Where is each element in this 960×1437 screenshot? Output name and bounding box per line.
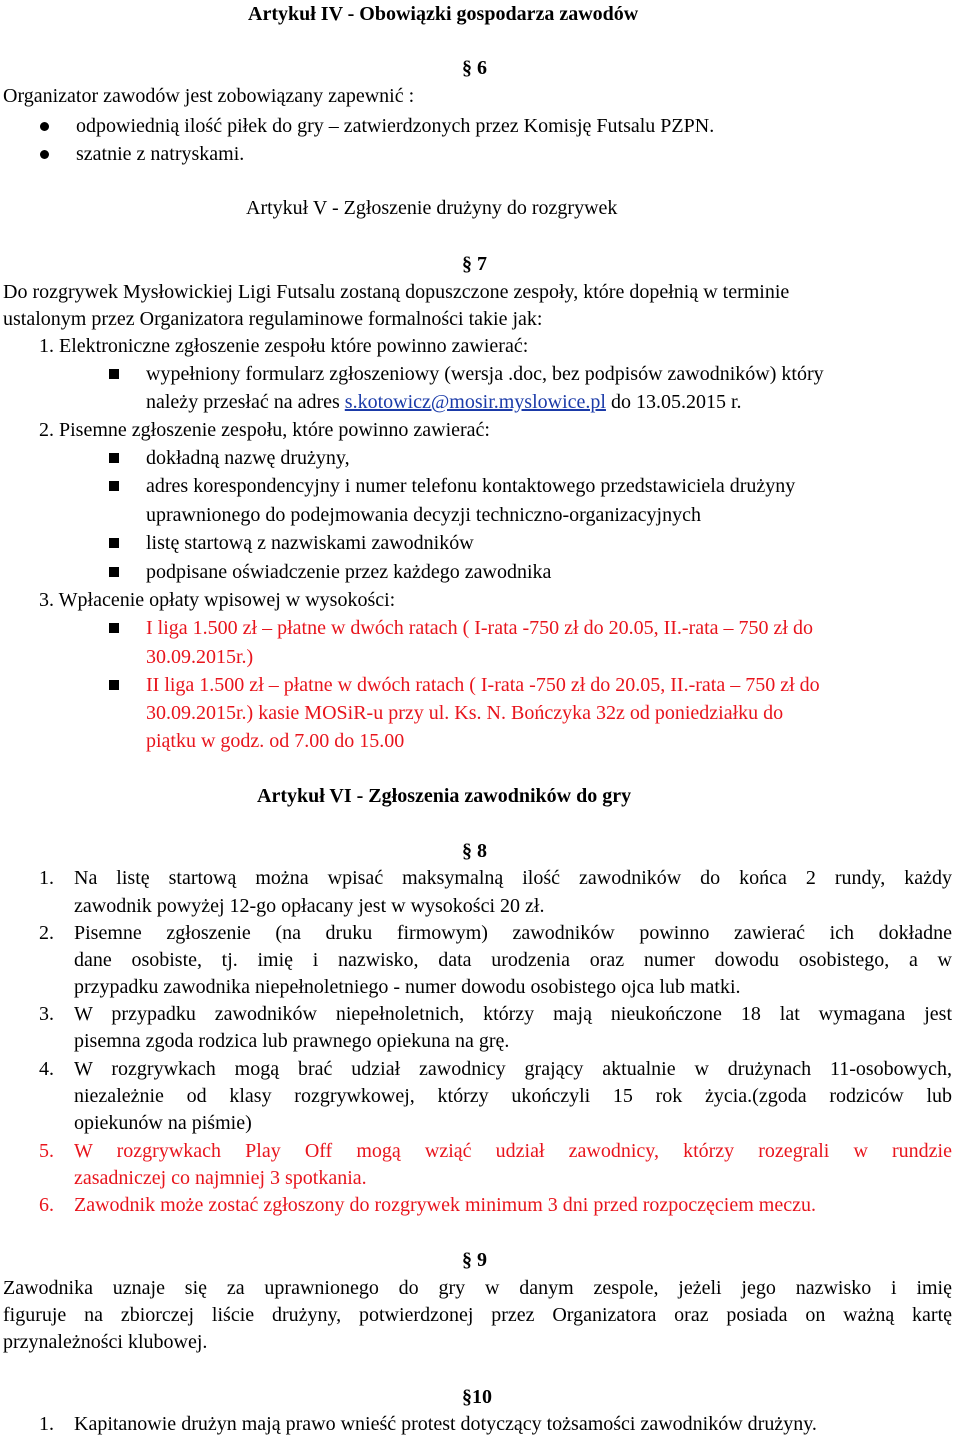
square-bullet-icon: [109, 369, 119, 379]
square-bullet-icon: [109, 623, 119, 633]
paragraph-7-heading: § 7: [462, 253, 487, 275]
rule-8-2-line-2: dane osobiste, tj. imię i nazwisko, data urodzenia oraz numer dowodu osobistego, a w: [74, 949, 952, 971]
item-number: 4.: [39, 1058, 54, 1080]
rule-10-1: Kapitanowie drużyn mają prawo wnieść protest dotyczący tożsamości zawodników drużyny.: [74, 1413, 817, 1435]
email-link[interactable]: s.kotowicz@mosir.myslowice.pl: [344, 391, 606, 413]
rule-8-5-line-1: W rozgrywkach Play Off mogą wziąć udział zawodnicy, którzy rozegrali w rundzie: [74, 1140, 952, 1162]
article-5-intro-line-2: ustalonym przez Organizatora regulaminowe formalności takie jak:: [3, 308, 543, 330]
article-4-bullet-2: szatnie z natryskami.: [76, 143, 245, 165]
paragraph-9-line-1: Zawodnika uznaje się za uprawnionego do gry w danym zespole, jeżeli jego nazwisko i imię: [3, 1277, 952, 1299]
sub-item-form-deadline: do 13.05.2015 r.: [605, 391, 742, 413]
rule-8-2-line-1: Pisemne zgłoszenie (na druku firmowym) zawodników powinno zawierać ich dokładne: [74, 922, 952, 944]
rule-8-4-line-3: opiekunów na piśmie): [74, 1112, 252, 1134]
article-4-intro: Organizator zawodów jest zobowiązany zapewnić :: [3, 85, 415, 107]
sub-item-roster: listę startową z nazwiskami zawodników: [146, 532, 474, 554]
paragraph-6-heading: § 6: [462, 57, 487, 79]
sub-item-address: adres korespondencyjny i numer telefonu kontaktowego przedstawiciela drużyny: [146, 475, 796, 497]
article-5-title: Artykuł V - Zgłoszenie drużyny do rozgrywek: [246, 197, 618, 219]
fee-liga-2-line-2: 30.09.2015r.) kasie MOSiR-u przy ul. Ks. N. Bończyka 32z od poniedziałku do: [146, 702, 784, 724]
paragraph-9-heading: § 9: [462, 1249, 487, 1271]
square-bullet-icon: [109, 538, 119, 548]
fee-liga-2-line-3: piątku w godz. od 7.00 do 15.00: [146, 730, 405, 752]
article-4-bullet-1: odpowiednią ilość piłek do gry – zatwierdzonych przez Komisję Futsalu PZPN.: [76, 115, 715, 137]
article-5-intro-line-1: Do rozgrywek Mysłowickiej Ligi Futsalu zostaną dopuszczone zespoły, które dopełnią w terminie: [3, 281, 790, 303]
sub-item-address-line-2: uprawnionego do podejmowania decyzji techniczno-organizacyjnych: [146, 504, 701, 526]
fee-liga-1-line-2: 30.09.2015r.): [146, 646, 254, 668]
sub-item-declaration: podpisane oświadczenie przez każdego zawodnika: [146, 561, 552, 583]
rule-8-2-line-3: przypadku zawodnika niepełnoletniego - numer dowodu osobistego ojca lub matki.: [74, 976, 741, 998]
rule-8-1-line-2: zawodnik powyżej 12-go opłacany jest w wysokości 20 zł.: [74, 895, 545, 917]
paragraph-10-heading: §10: [462, 1386, 492, 1408]
fee-liga-2: II liga 1.500 zł – płatne w dwóch ratach ( I-rata -750 zł do 20.05, II.-rata – 750 zł do: [146, 674, 820, 696]
list-item-2: 2. Pisemne zgłoszenie zespołu, które powinno zawierać:: [39, 419, 490, 441]
square-bullet-icon: [109, 680, 119, 690]
paragraph-9-line-3: przynależności klubowej.: [3, 1331, 208, 1353]
rule-8-6-line-1: Zawodnik może zostać zgłoszony do rozgrywek minimum 3 dni przed rozpoczęciem meczu.: [74, 1194, 816, 1216]
item-number: 1.: [39, 1413, 54, 1435]
rule-8-4-line-2: niezależnie od klasy rozgrywkowej, którzy ukończyli 15 rok życia.(zgoda rodziców lub: [74, 1085, 952, 1107]
paragraph-8-heading: § 8: [462, 840, 487, 862]
list-item-1: 1. Elektroniczne zgłoszenie zespołu które powinno zawierać:: [39, 335, 529, 357]
article-4-title: Artykuł IV - Obowiązki gospodarza zawodów: [248, 3, 639, 25]
square-bullet-icon: [109, 481, 119, 491]
paragraph-9-line-2: figuruje na zbiorczej liście drużyny, potwierdzonej przez Organizatora oraz posiada on ważną kartę: [3, 1304, 952, 1326]
sub-item-form: wypełniony formularz zgłoszeniowy (wersja .doc, bez podpisów zawodników) który: [146, 363, 824, 385]
article-6-title: Artykuł VI - Zgłoszenia zawodników do gry: [257, 785, 632, 807]
item-number: 5.: [39, 1140, 54, 1162]
rule-8-3-line-2: pisemna zgoda rodzica lub prawnego opiekuna na grę.: [74, 1030, 510, 1052]
rule-8-4-line-1: W rozgrywkach mogą brać udział zawodnicy grający aktualnie w drużynach 11-osobowych,: [74, 1058, 952, 1080]
item-number: 6.: [39, 1194, 54, 1216]
bullet-icon: [40, 122, 49, 131]
fee-liga-1: I liga 1.500 zł – płatne w dwóch ratach ( I-rata -750 zł do 20.05, II.-rata – 750 zł do: [146, 617, 813, 639]
rule-8-5-line-2: zasadniczej co najmniej 3 spotkania.: [74, 1167, 367, 1189]
list-item-3: 3. Wpłacenie opłaty wpisowej w wysokości:: [39, 589, 396, 611]
sub-item-team-name: dokładną nazwę drużyny,: [146, 447, 350, 469]
sub-item-form-line-2-text: należy przesłać na adres: [146, 391, 345, 413]
sub-item-form-line-2: [146, 390, 742, 414]
square-bullet-icon: [109, 453, 119, 463]
item-number: 2.: [39, 922, 54, 944]
item-number: 1.: [39, 867, 54, 889]
rule-8-3-line-1: W przypadku zawodników niepełnoletnich, którzy mają nieukończone 18 lat wymagana jest: [74, 1003, 952, 1025]
square-bullet-icon: [109, 567, 119, 577]
item-number: 3.: [39, 1003, 54, 1025]
bullet-icon: [40, 150, 49, 159]
rule-8-1-line-1: Na listę startową można wpisać maksymalną ilość zawodników do końca 2 rundy, każdy: [74, 867, 952, 889]
